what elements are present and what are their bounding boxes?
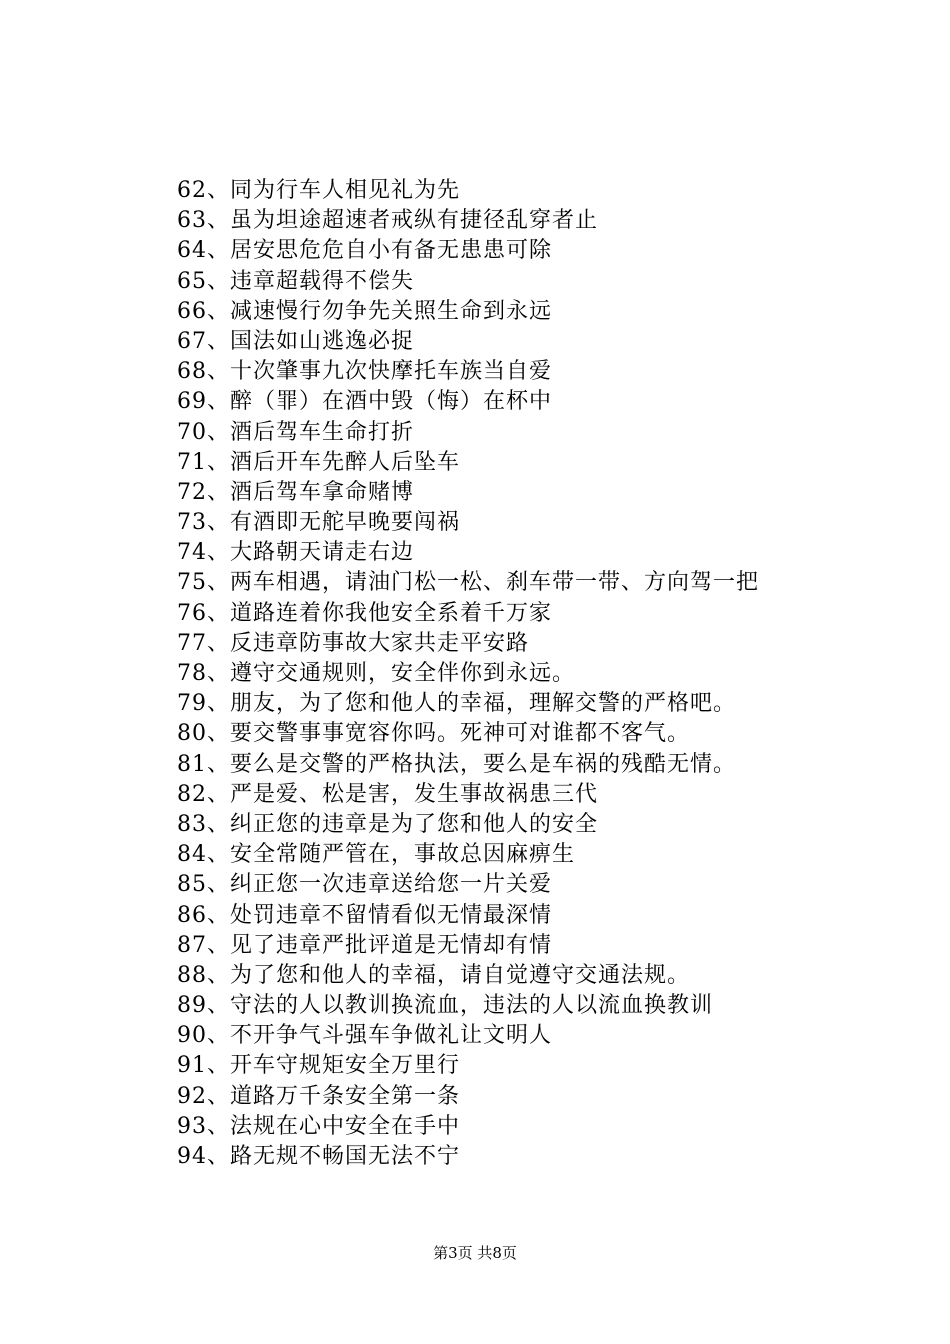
slogan-list [177,176,877,1172]
list-item: 65、违章超载得不偿失 [177,268,414,294]
page-footer: 第3页 共8页 [433,1244,517,1262]
list-item: 80、要交警事事宽容你吗。死神可对谁都不客气。 [177,721,690,747]
list-item: 73、有酒即无舵早晚要闯祸 [177,510,460,536]
list-item: 76、道路连着你我他安全系着千万家 [177,600,552,626]
list-item: 82、严是爱、松是害，发生事故祸患三代 [177,781,598,807]
list-item: 84、安全常随严管在，事故总因麻痹生 [177,842,575,868]
list-item: 91、开车守规矩安全万里行 [177,1053,460,1079]
list-item: 93、法规在心中安全在手中 [177,1113,460,1139]
list-item: 68、十次肇事九次快摩托车族当自爱 [177,359,552,385]
list-item: 70、酒后驾车生命打折 [177,419,414,445]
list-item: 72、酒后驾车拿命赌博 [177,479,414,505]
list-item: 78、遵守交通规则，安全伴你到永远。 [177,661,575,686]
list-item: 62、同为行车人相见礼为先 [177,178,460,203]
list-item: 79、朋友，为了您和他人的幸福，理解交警的严格吧。 [177,691,736,717]
list-item: 85、纠正您一次违章送给您一片关爱 [177,872,552,898]
list-item: 83、纠正您的违章是为了您和他人的安全 [177,811,598,837]
list-item: 89、守法的人以教训换流血，违法的人以流血换教训 [177,993,713,1019]
list-item: 63、虽为坦途超速者戒纵有捷径乱穿者止 [177,208,598,234]
list-item: 66、减速慢行勿争先关照生命到永远 [177,298,552,324]
list-item: 88、为了您和他人的幸福，请自觉遵守交通法规。 [177,962,690,988]
list-item: 74、大路朝天请走右边 [177,540,414,566]
list-item: 86、处罚违章不留情看似无情最深情 [177,902,552,928]
list-item: 71、酒后开车先醉人后坠车 [177,449,460,475]
list-item: 94、路无规不畅国无法不宁 [177,1144,460,1169]
list-item: 69、醉（罪）在酒中毁（悔）在杯中 [177,389,552,415]
list-item: 64、居安思危危自小有备无患患可除 [177,238,552,264]
list-item: 90、不开争气斗强车争做礼让文明人 [177,1023,552,1049]
list-item: 87、见了违章严批评道是无情却有情 [177,932,552,958]
list-item: 92、道路万千条安全第一条 [177,1083,460,1109]
list-item: 67、国法如山逃逸必捉 [177,328,414,354]
list-item: 81、要么是交警的严格执法，要么是车祸的残酷无情。 [177,751,736,777]
list-item: 77、反违章防事故大家共走平安路 [177,630,529,656]
list-item: 75、两车相遇，请油门松一松、刹车带一带、方向驾一把 [177,570,759,596]
